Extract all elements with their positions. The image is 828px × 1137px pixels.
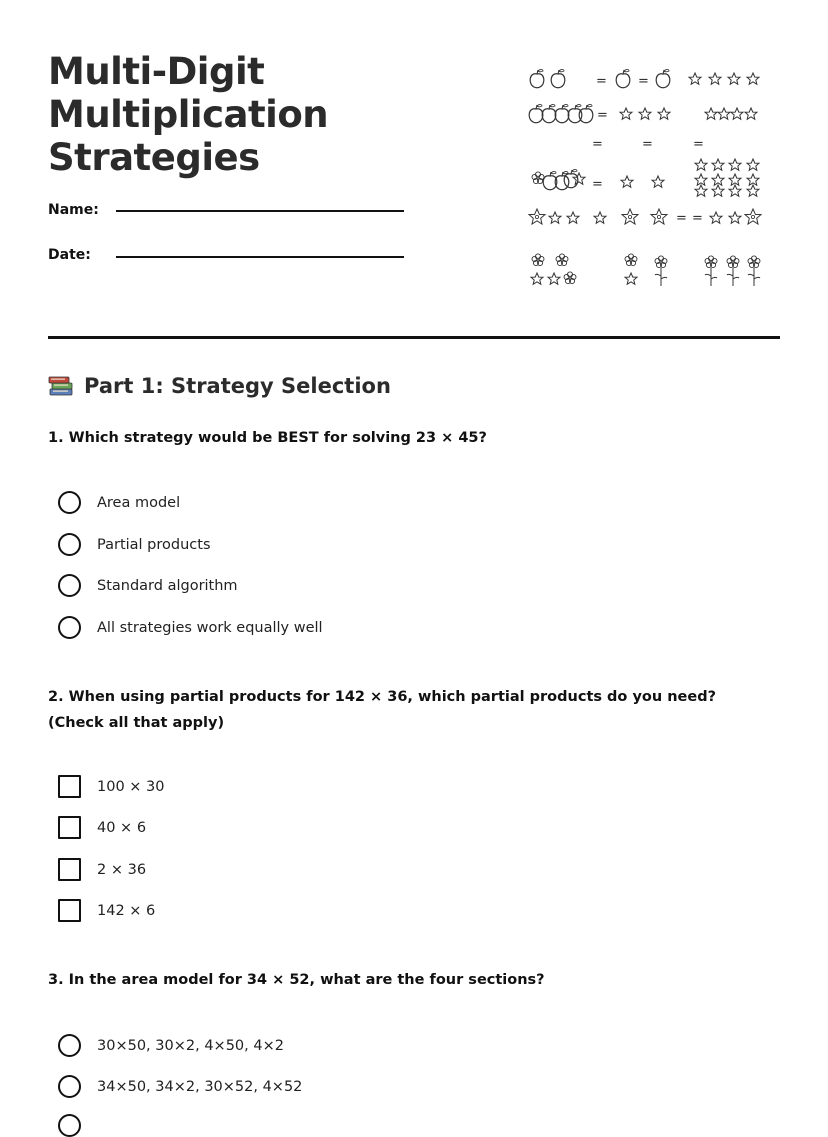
q1-option-1[interactable] <box>58 491 180 514</box>
q3-option-1[interactable] <box>58 1034 284 1057</box>
title-line-3: Strategies <box>48 136 260 179</box>
svg-text:=: = <box>592 177 603 192</box>
svg-text:=: = <box>638 74 649 89</box>
svg-text:=: = <box>642 137 653 152</box>
date-field[interactable] <box>116 256 404 258</box>
math-doodles-illustration <box>524 60 768 300</box>
q2-option-2[interactable] <box>58 816 146 839</box>
radio-button[interactable] <box>58 574 81 597</box>
option-label: Area model <box>97 494 181 511</box>
q3-option-2[interactable] <box>58 1075 302 1098</box>
checkbox[interactable] <box>58 858 81 881</box>
part1-heading <box>48 374 391 398</box>
q3-option-3-partial[interactable] <box>58 1114 97 1137</box>
radio-button[interactable] <box>58 491 81 514</box>
option-label: 40 × 6 <box>97 819 147 836</box>
worksheet-title <box>48 50 328 179</box>
q1-option-3[interactable] <box>58 574 238 597</box>
checkbox[interactable] <box>58 775 81 798</box>
part1-title: Part 1: Strategy Selection <box>84 374 391 398</box>
option-label: 100 × 30 <box>97 778 165 795</box>
svg-text:=: = <box>676 211 687 226</box>
question-1-prompt: 1. Which strategy would be BEST for solving 23 × 45? <box>48 430 487 446</box>
date-label: Date: <box>48 247 91 263</box>
question-3-prompt: 3. In the area model for 34 × 52, what are the four sections? <box>48 972 545 988</box>
radio-button[interactable] <box>58 616 81 639</box>
q2-option-3[interactable] <box>58 858 146 881</box>
radio-button[interactable] <box>58 533 81 556</box>
option-label: 2 × 36 <box>97 861 147 878</box>
title-line-1: Multi-Digit <box>48 50 265 93</box>
header-divider <box>48 336 780 339</box>
option-label: Standard algorithm <box>97 577 238 594</box>
option-label: Partial products <box>97 536 211 553</box>
option-label: 142 × 6 <box>97 902 156 919</box>
q1-option-4[interactable] <box>58 616 323 639</box>
svg-text:=: = <box>597 108 608 123</box>
q1-option-2[interactable] <box>58 533 211 556</box>
svg-text:=: = <box>596 74 607 89</box>
checkbox[interactable] <box>58 816 81 839</box>
question-2-prompt: 2. When using partial products for 142 × 36, which partial products do you need? (Check all that apply) <box>48 689 717 731</box>
name-field[interactable] <box>116 210 404 212</box>
option-label: 30×50, 30×2, 4×50, 4×2 <box>97 1037 284 1054</box>
name-label: Name: <box>48 202 99 218</box>
svg-text:=: = <box>692 211 703 226</box>
q2-option-4[interactable] <box>58 899 155 922</box>
option-label: All strategies work equally well <box>97 619 323 636</box>
radio-button[interactable] <box>58 1114 81 1137</box>
svg-text:=: = <box>592 137 603 152</box>
title-line-2: Multiplication <box>48 93 329 136</box>
option-label: 34×50, 34×2, 30×52, 4×52 <box>97 1078 303 1095</box>
svg-text:=: = <box>693 137 704 152</box>
q2-option-1[interactable] <box>58 775 165 798</box>
radio-button[interactable] <box>58 1075 81 1098</box>
radio-button[interactable] <box>58 1034 81 1057</box>
checkbox[interactable] <box>58 899 81 922</box>
books-icon <box>48 374 74 398</box>
